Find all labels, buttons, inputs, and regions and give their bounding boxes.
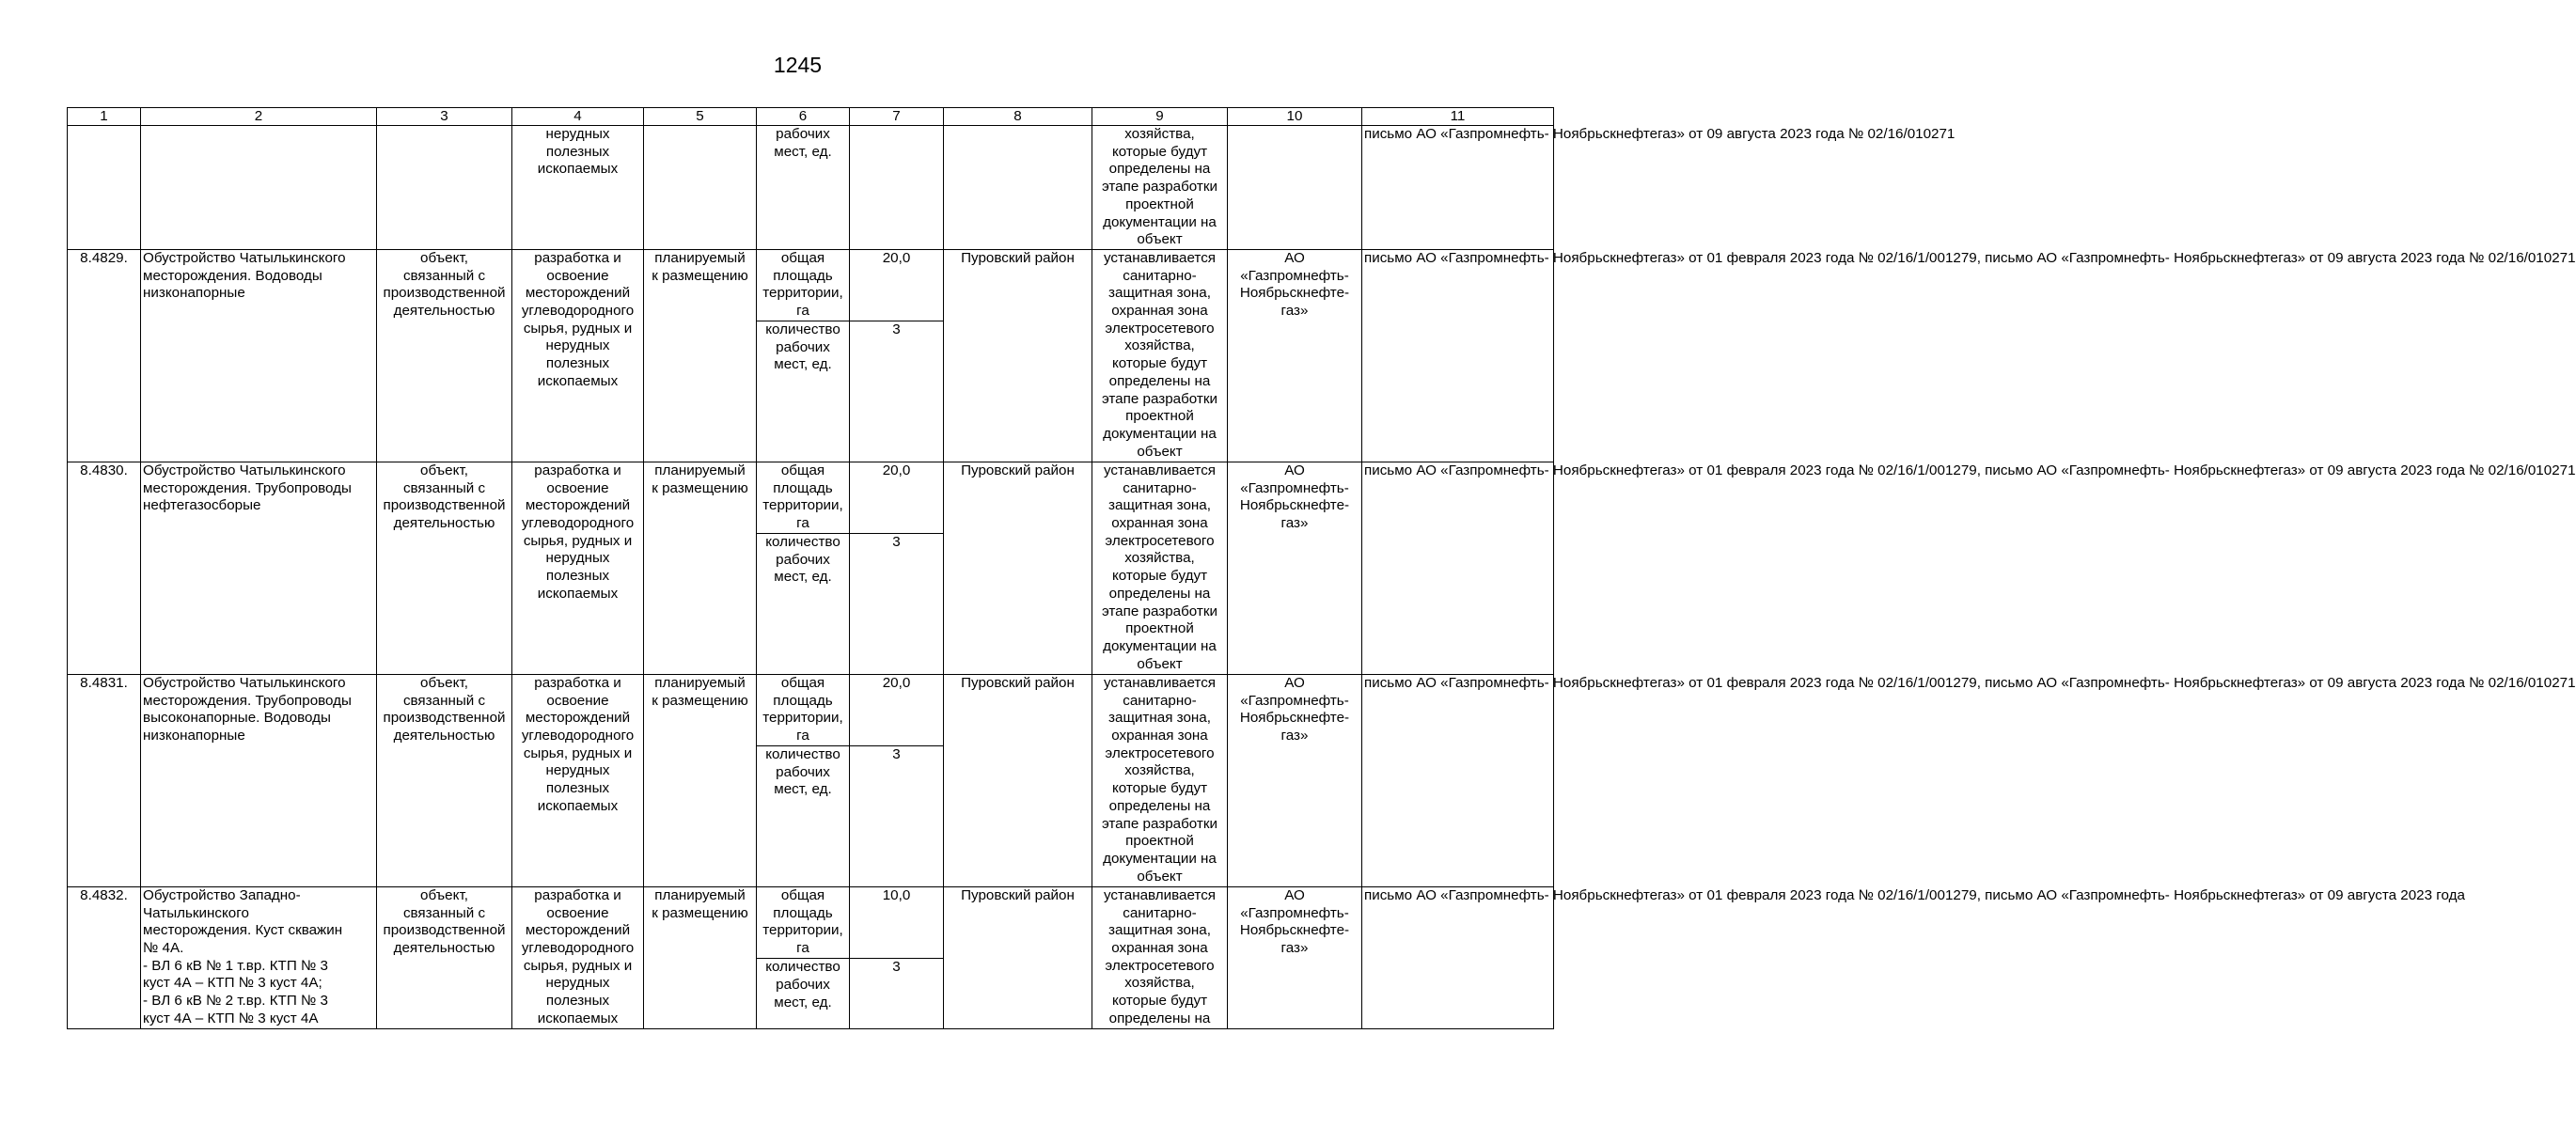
cell-organization: АО «Газпромнефть- Ноябрьскнефте- газ» — [1228, 462, 1362, 674]
cell-param: количество рабочих мест, ед. — [757, 959, 850, 1028]
column-number: 4 — [512, 108, 644, 126]
cell-object-name: Обустройство Чатылькинского месторождения. Трубопроводы нефтегазосборые — [141, 462, 377, 674]
cell-empty — [644, 126, 757, 250]
cell-value: 20,0 — [850, 674, 944, 745]
table-row — [68, 249, 1554, 321]
cell-value: 10,0 — [850, 886, 944, 958]
cell-basis: письмо АО «Газпромнефть- Ноябрьскнефтегаз» от 01 февраля 2023 года № 02/16/1/001279, письмо АО «Газпромнефть- Ноябрьскнефтегаз» от 09 августа 2023 года — [1362, 886, 1554, 1028]
cell-param: общая площадь территории, га — [757, 249, 850, 321]
column-number: 1 — [68, 108, 141, 126]
cell-organization: АО «Газпромнефть- Ноябрьскнефте- газ» — [1228, 249, 1362, 462]
cell-object-type: объект, связанный с производственной деятельностью — [377, 886, 512, 1028]
cell-empty — [377, 126, 512, 250]
column-number: 3 — [377, 108, 512, 126]
cell-empty — [944, 126, 1092, 250]
table-row — [68, 886, 1554, 958]
cell-number: 8.4830. — [68, 462, 141, 674]
planned-objects-table — [67, 107, 2576, 1029]
column-number: 11 — [1362, 108, 1554, 126]
cell-location: Пуровский район — [944, 886, 1092, 1028]
cell-param: общая площадь территории, га — [757, 674, 850, 745]
cell-param: количество рабочих мест, ед. — [757, 745, 850, 886]
cell-zones: устанавливается санитарно- защитная зона, охранная зона электросетевого хозяйства, которые будут определены на — [1092, 886, 1228, 1028]
cell-param: общая площадь территории, га — [757, 462, 850, 533]
column-number: 9 — [1092, 108, 1228, 126]
cell-number: 8.4831. — [68, 674, 141, 886]
cell-param: рабочих мест, ед. — [757, 126, 850, 250]
cell-value: 3 — [850, 321, 944, 462]
table-row — [68, 462, 1554, 533]
cell-purpose: разработка и освоение месторождений углеводородного сырья, рудных и нерудных полезных ископаемых — [512, 886, 644, 1028]
cell-number: 8.4829. — [68, 249, 141, 462]
column-number: 5 — [644, 108, 757, 126]
cell-zones: устанавливается санитарно- защитная зона, охранная зона электросетевого хозяйства, которые будут определены на этапе разработки проектной документации на объект — [1092, 249, 1228, 462]
cell-empty — [68, 126, 141, 250]
cell-value: 3 — [850, 745, 944, 886]
cell-value: 3 — [850, 959, 944, 1028]
cell-empty — [850, 126, 944, 250]
cell-value: 20,0 — [850, 462, 944, 533]
cell-empty — [141, 126, 377, 250]
cell-empty — [1228, 126, 1362, 250]
cell-location: Пуровский район — [944, 674, 1092, 886]
cell-object-type: объект, связанный с производственной деятельностью — [377, 462, 512, 674]
column-number: 2 — [141, 108, 377, 126]
cell-param: количество рабочих мест, ед. — [757, 321, 850, 462]
cell-organization: АО «Газпромнефть- Ноябрьскнефте- газ» — [1228, 886, 1362, 1028]
cell-location: Пуровский район — [944, 462, 1092, 674]
cell-organization: АО «Газпромнефть- Ноябрьскнефте- газ» — [1228, 674, 1362, 886]
cell-object-name: Обустройство Западно- Чатылькинского месторождения. Куст скважин № 4А. - ВЛ 6 кВ № 1 т.вр. КТП № 3 куст 4А – КТП № 3 куст 4А; - ВЛ 6 кВ № 2 т.вр. КТП № 3 куст 4А – КТП № 3 куст 4А — [141, 886, 377, 1028]
table-row — [68, 674, 1554, 745]
column-number-row — [68, 108, 1554, 126]
cell-param: количество рабочих мест, ед. — [757, 533, 850, 674]
column-number: 8 — [944, 108, 1092, 126]
column-number: 6 — [757, 108, 850, 126]
cell-value: 20,0 — [850, 249, 944, 321]
cell-purpose: разработка и освоение месторождений углеводородного сырья, рудных и нерудных полезных ископаемых — [512, 249, 644, 462]
cell-object-name: Обустройство Чатылькинского месторождения. Водоводы низконапорные — [141, 249, 377, 462]
page-number: 1245 — [773, 53, 823, 77]
cell-number: 8.4832. — [68, 886, 141, 1028]
cell-zones: устанавливается санитарно- защитная зона, охранная зона электросетевого хозяйства, которые будут определены на этапе разработки проектной документации на объект — [1092, 674, 1228, 886]
cell-zones: хозяйства, которые будут определены на этапе разработки проектной документации на объект — [1092, 126, 1228, 250]
cell-object-type: объект, связанный с производственной деятельностью — [377, 249, 512, 462]
cell-object-type: объект, связанный с производственной деятельностью — [377, 674, 512, 886]
cell-purpose: разработка и освоение месторождений углеводородного сырья, рудных и нерудных полезных ископаемых — [512, 674, 644, 886]
column-number: 7 — [850, 108, 944, 126]
table-row-carryover — [68, 126, 1554, 250]
cell-status: планируемый к размещению — [644, 249, 757, 462]
cell-basis: письмо АО «Газпромнефть- Ноябрьскнефтегаз» от 09 августа 2023 года № 02/16/010271 — [1362, 126, 1554, 250]
cell-zones: устанавливается санитарно- защитная зона, охранная зона электросетевого хозяйства, которые будут определены на этапе разработки проектной документации на объект — [1092, 462, 1228, 674]
cell-param: общая площадь территории, га — [757, 886, 850, 958]
cell-basis: письмо АО «Газпромнефть- Ноябрьскнефтегаз» от 01 февраля 2023 года № 02/16/1/001279, письмо АО «Газпромнефть- Ноябрьскнефтегаз» от 09 августа 2023 года № 02/16/010271 — [1362, 249, 1554, 462]
cell-basis: письмо АО «Газпромнефть- Ноябрьскнефтегаз» от 01 февраля 2023 года № 02/16/1/001279, письмо АО «Газпромнефть- Ноябрьскнефтегаз» от 09 августа 2023 года № 02/16/010271 — [1362, 674, 1554, 886]
column-number: 10 — [1228, 108, 1362, 126]
cell-purpose: нерудных полезных ископаемых — [512, 126, 644, 250]
cell-basis: письмо АО «Газпромнефть- Ноябрьскнефтегаз» от 01 февраля 2023 года № 02/16/1/001279, письмо АО «Газпромнефть- Ноябрьскнефтегаз» от 09 августа 2023 года № 02/16/010271 — [1362, 462, 1554, 674]
cell-value: 3 — [850, 533, 944, 674]
cell-status: планируемый к размещению — [644, 462, 757, 674]
cell-object-name: Обустройство Чатылькинского месторождения. Трубопроводы высоконапорные. Водоводы низконапорные — [141, 674, 377, 886]
cell-purpose: разработка и освоение месторождений углеводородного сырья, рудных и нерудных полезных ископаемых — [512, 462, 644, 674]
cell-status: планируемый к размещению — [644, 886, 757, 1028]
cell-location: Пуровский район — [944, 249, 1092, 462]
cell-status: планируемый к размещению — [644, 674, 757, 886]
